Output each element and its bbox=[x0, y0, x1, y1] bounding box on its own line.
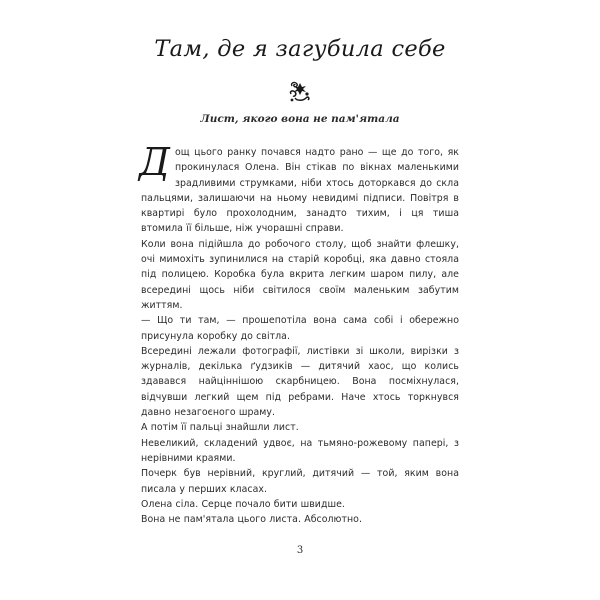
body-text bbox=[139, 140, 459, 527]
paragraph: Олена сіла. Серце почало бити швидше. bbox=[141, 498, 345, 510]
paragraph: Почерк був нерівний, круглий, дитячий — той, яким вона писала у перших класах. bbox=[141, 468, 459, 495]
paragraph: Вона не пам'ятала цього листа. Абсолютно. bbox=[141, 514, 362, 526]
fleuron-ornament-icon bbox=[286, 80, 314, 104]
paragraph: А потім її пальці знайшли лист. bbox=[141, 422, 299, 434]
paragraph: Невеликий, складений удвоє, на тьмяно-рожевому папері, з нерівними краями. bbox=[141, 437, 459, 464]
paragraph: — Що ти там, — прошепотіла вона сама собі і обережно присунула коробку до світла. bbox=[141, 315, 459, 342]
paragraph: Коли вона підійшла до робочого столу, щоб знайти флешку, очі мимохіть зупинилися на старій коробці, яка давно стояла під полицею. Коробка була вкрита легким шаром пилу, але всередині щось ніби світилося своїм маленьким забутим життям. bbox=[141, 238, 459, 311]
drop-cap: Д bbox=[139, 140, 170, 184]
paragraph: Дощ цього ранку почався надто рано — ще до того, як прокинулася Олена. Він стікав по вікнах маленькими зрадливими струмками, ніби хтось доторкався до скла пальцями, залишаючи на ньому невидимі підписи. Повітря в квартирі було прохолодним, занадто тихим, і ця тиша втомила її більше, ніж учорашні справи. bbox=[139, 140, 459, 235]
chapter-subtitle: Лист, якого вона не пам'ятала bbox=[200, 113, 400, 125]
page-number: 3 bbox=[296, 545, 304, 556]
chapter-title: Там, де я загубила себе bbox=[154, 36, 446, 62]
paragraph: Всередині лежали фотографії, листівки зі школи, вирізки з журналів, декілька ґудзиків — дитячий хаос, що колись здавався найціннішою скарбницею. Вона посміхнулася, відчувши легкий щем під ребрами. Наче хтось торкнувся давно незагоєного шраму. bbox=[141, 345, 459, 419]
